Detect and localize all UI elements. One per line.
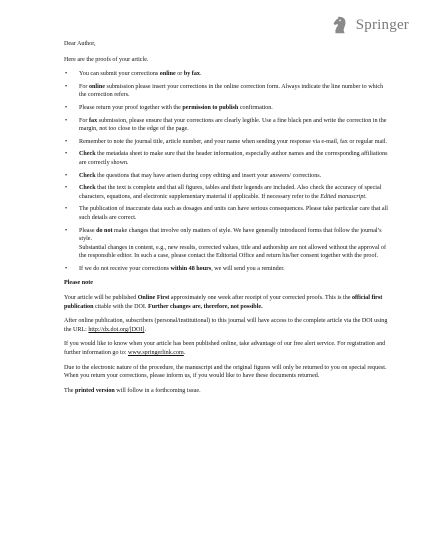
list-item: • Check that the text is complete and that all figures, tables and their legends are included. Also check the accuracy of special characters, equations, and electronic supplementary material if applicable. If necessary refer to the Edited manuscript.: [64, 184, 392, 201]
list-item: • Remember to note the journal title, article number, and your name when sending your response via e-mail, fax or regular mail.: [64, 138, 392, 147]
list-item: • You can submit your corrections online or by fax.: [64, 70, 392, 79]
letter-body: [64, 40, 392, 401]
list-item: • The publication of inaccurate data such as dosages and units can have serious consequences. Please take particular care that all such details are correct.: [64, 205, 392, 222]
paragraph-doi-access: After online publication, subscribers (personal/institutional) to this journal will have access to the complete article via the DOI using the URL: http://dx.doi.org/[DOI].: [64, 318, 388, 333]
doi-link[interactable]: http://dx.doi.org/[DOI]: [88, 326, 145, 333]
paragraph-electronic-nature: Due to the electronic nature of the procedure, the manuscript and the original figures will only be returned to you on special request. When you return your corrections, please inform us, if you would like to have these documents returned.: [64, 364, 387, 380]
springer-chess-knight-icon: [329, 14, 351, 36]
list-item: • Check the questions that may have arisen during copy editing and insert your answers/ corrections.: [64, 172, 392, 181]
salutation: Dear Author,: [64, 41, 96, 47]
list-item: • Check the metadata sheet to make sure that the header information, especially author names and the corresponding affiliations are correctly shown.: [64, 150, 392, 167]
list-item: • Please return your proof together with the permission to publish confirmation.: [64, 104, 392, 113]
list-item-continuation: Substantial changes in content, e.g., new results, corrected values, title and authorship are not allowed without the approval of the responsible editor. In such a case, please contact the Editorial Office and return his/her consent together with the proof.: [79, 244, 386, 260]
list-item: • For online submission please insert your corrections in the online correction form. Always indicate the line number to which the correction refers.: [64, 83, 392, 100]
instruction-list: [64, 70, 392, 244]
springerlink-link[interactable]: www.springerlink.com: [127, 350, 184, 357]
intro-text: Here are the proofs of your article.: [64, 56, 149, 63]
paragraph-online-first: Your article will be published Online First approximately one week after receipt of your corrected proofs. This is the official first publication citable with the DOI. Further changes are, therefore, not possible.: [64, 295, 383, 310]
springer-logo: [329, 14, 409, 36]
paragraph-printed-version: The printed version will follow in a forthcoming issue.: [64, 387, 201, 394]
instruction-list-end: [64, 265, 392, 274]
section-title: Please note: [64, 280, 93, 287]
list-item: • Please do not make changes that involve only matters of style. We have generally introduced forms that follow the journal’s style.: [64, 227, 392, 244]
brand-name: Springer: [355, 16, 409, 33]
list-item: • If we do not receive your corrections within 48 hours, we will send you a reminder.: [64, 265, 392, 274]
list-item: • For fax submission, please ensure that your corrections are clearly legible. Use a fine black pen and write the correction in the margin, not too close to the edge of the page.: [64, 117, 392, 134]
paragraph-alert-service: If you would like to know when your article has been published online, take advantage of our free alert service. For registration and further information go to: www.springerlink.com.: [64, 341, 386, 357]
